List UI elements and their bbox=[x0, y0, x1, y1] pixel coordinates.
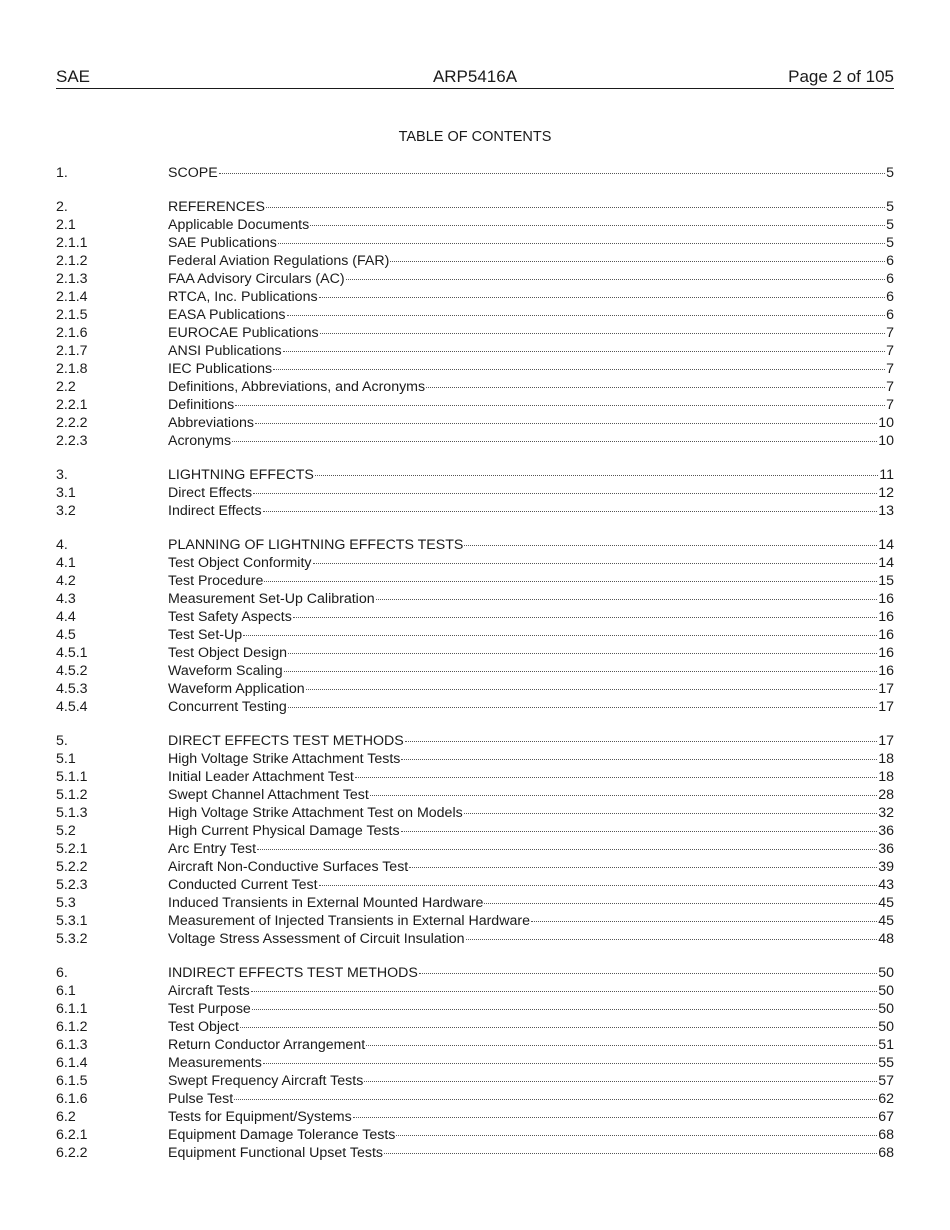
dot-leader bbox=[405, 740, 878, 742]
toc-entry-page: 39 bbox=[878, 859, 894, 875]
toc-entry-title: Pulse Test bbox=[168, 1091, 234, 1107]
header-page-number: Page 2 of 105 bbox=[788, 67, 894, 86]
toc-entry-page: 68 bbox=[878, 1127, 894, 1143]
toc-entry-title: Measurements bbox=[168, 1055, 262, 1071]
dot-leader bbox=[364, 1080, 877, 1082]
toc-entry[interactable] bbox=[56, 378, 894, 396]
toc-entry[interactable] bbox=[56, 270, 894, 288]
toc-entry-number: 4.5.2 bbox=[56, 663, 88, 679]
toc-entry[interactable] bbox=[56, 306, 894, 324]
table-of-contents bbox=[56, 164, 894, 1178]
toc-entry-number: 5.3 bbox=[56, 895, 76, 911]
toc-entry-page: 7 bbox=[886, 379, 894, 395]
dot-leader bbox=[219, 172, 885, 174]
dot-leader bbox=[426, 386, 885, 388]
toc-entry[interactable] bbox=[56, 466, 894, 484]
toc-entry-number: 2.1.4 bbox=[56, 289, 88, 305]
toc-entry-number: 6.1.5 bbox=[56, 1073, 88, 1089]
toc-entry-title: Federal Aviation Regulations (FAR) bbox=[168, 253, 390, 269]
toc-entry-title: Indirect Effects bbox=[168, 503, 262, 519]
toc-entry-page: 5 bbox=[886, 217, 894, 233]
toc-entry-title: SCOPE bbox=[168, 165, 218, 181]
toc-entry-page: 55 bbox=[878, 1055, 894, 1071]
toc-entry[interactable] bbox=[56, 572, 894, 590]
toc-entry[interactable] bbox=[56, 324, 894, 342]
toc-entry[interactable] bbox=[56, 786, 894, 804]
toc-entry[interactable] bbox=[56, 822, 894, 840]
toc-entry-title: Direct Effects bbox=[168, 485, 253, 501]
toc-entry[interactable] bbox=[56, 1072, 894, 1090]
dot-leader bbox=[257, 848, 877, 850]
toc-entry[interactable] bbox=[56, 536, 894, 554]
toc-entry-title: EASA Publications bbox=[168, 307, 286, 323]
toc-entry-page: 16 bbox=[878, 645, 894, 661]
toc-entry-title: ANSI Publications bbox=[168, 343, 282, 359]
toc-entry[interactable] bbox=[56, 732, 894, 750]
dot-leader bbox=[251, 990, 877, 992]
toc-entry-title: Measurement Set-Up Calibration bbox=[168, 591, 375, 607]
dot-leader bbox=[288, 706, 877, 708]
toc-entry-title: Aircraft Tests bbox=[168, 983, 250, 999]
toc-entry-title: Measurement of Injected Transients in External Hardware bbox=[168, 913, 530, 929]
toc-entry-title: PLANNING OF LIGHTNING EFFECTS TESTS bbox=[168, 537, 464, 553]
toc-entry-number: 2.1.8 bbox=[56, 361, 88, 377]
toc-entry-title: Induced Transients in External Mounted Hardware bbox=[168, 895, 484, 911]
header-org: SAE bbox=[56, 67, 91, 86]
toc-entry-title: INDIRECT EFFECTS TEST METHODS bbox=[168, 965, 418, 981]
toc-entry-page: 6 bbox=[886, 307, 894, 323]
toc-entry-number: 2.2 bbox=[56, 379, 76, 395]
toc-entry[interactable] bbox=[56, 804, 894, 822]
toc-entry-number: 5. bbox=[56, 733, 68, 749]
toc-entry-page: 62 bbox=[878, 1091, 894, 1107]
toc-entry-page: 45 bbox=[878, 895, 894, 911]
toc-entry[interactable] bbox=[56, 608, 894, 626]
toc-entry[interactable] bbox=[56, 396, 894, 414]
toc-entry-number: 6.2.1 bbox=[56, 1127, 88, 1143]
toc-entry[interactable] bbox=[56, 1144, 894, 1162]
toc-entry-number: 5.2 bbox=[56, 823, 76, 839]
toc-entry-number: 4.1 bbox=[56, 555, 76, 571]
toc-entry[interactable] bbox=[56, 252, 894, 270]
toc-entry-number: 3.2 bbox=[56, 503, 76, 519]
toc-entry-page: 67 bbox=[878, 1109, 894, 1125]
toc-entry-number: 2.2.2 bbox=[56, 415, 88, 431]
toc-entry-number: 2.1.5 bbox=[56, 307, 88, 323]
toc-entry-title: Swept Channel Attachment Test bbox=[168, 787, 369, 803]
toc-entry-number: 4.4 bbox=[56, 609, 76, 625]
toc-entry-page: 10 bbox=[878, 415, 894, 431]
toc-entry-page: 18 bbox=[878, 751, 894, 767]
toc-entry-page: 17 bbox=[878, 733, 894, 749]
toc-section-group bbox=[56, 164, 894, 182]
toc-entry-page: 7 bbox=[886, 361, 894, 377]
toc-entry-page: 6 bbox=[886, 271, 894, 287]
toc-entry-title: Definitions bbox=[168, 397, 235, 413]
dot-leader bbox=[266, 206, 885, 208]
toc-entry-number: 2.1.6 bbox=[56, 325, 88, 341]
toc-entry-page: 17 bbox=[878, 681, 894, 697]
toc-entry-number: 6.1 bbox=[56, 983, 76, 999]
dot-leader bbox=[464, 812, 878, 814]
toc-entry[interactable] bbox=[56, 768, 894, 786]
toc-entry-page: 50 bbox=[878, 1019, 894, 1035]
toc-entry[interactable] bbox=[56, 502, 894, 520]
toc-entry-title: Waveform Application bbox=[168, 681, 305, 697]
toc-entry-number: 6.1.4 bbox=[56, 1055, 88, 1071]
toc-entry-number: 6.2.2 bbox=[56, 1145, 88, 1161]
dot-leader bbox=[232, 440, 877, 442]
toc-entry-number: 4.2 bbox=[56, 573, 76, 589]
toc-entry-number: 4. bbox=[56, 537, 68, 553]
toc-entry[interactable] bbox=[56, 964, 894, 982]
toc-entry-page: 32 bbox=[878, 805, 894, 821]
toc-entry-title: Equipment Functional Upset Tests bbox=[168, 1145, 384, 1161]
toc-entry-page: 7 bbox=[886, 343, 894, 359]
toc-entry-title: High Voltage Strike Attachment Tests bbox=[168, 751, 401, 767]
dot-leader bbox=[255, 422, 877, 424]
dot-leader bbox=[263, 1062, 877, 1064]
toc-entry-page: 17 bbox=[878, 699, 894, 715]
toc-entry-page: 28 bbox=[878, 787, 894, 803]
toc-entry-title: Conducted Current Test bbox=[168, 877, 318, 893]
toc-entry-page: 50 bbox=[878, 983, 894, 999]
toc-entry-number: 6.2 bbox=[56, 1109, 76, 1125]
toc-entry[interactable] bbox=[56, 198, 894, 216]
toc-entry-number: 2.2.1 bbox=[56, 397, 88, 413]
dot-leader bbox=[319, 296, 886, 298]
dot-leader bbox=[366, 1044, 877, 1046]
toc-entry-number: 5.1.3 bbox=[56, 805, 88, 821]
toc-entry-number: 2.1 bbox=[56, 217, 76, 233]
dot-leader bbox=[284, 670, 878, 672]
toc-entry-title: Tests for Equipment/Systems bbox=[168, 1109, 352, 1125]
toc-entry-number: 6.1.3 bbox=[56, 1037, 88, 1053]
toc-entry-number: 5.2.1 bbox=[56, 841, 88, 857]
toc-entry[interactable] bbox=[56, 288, 894, 306]
toc-entry-title: Test Object Conformity bbox=[168, 555, 312, 571]
toc-entry[interactable] bbox=[56, 698, 894, 716]
toc-entry-number: 5.1.1 bbox=[56, 769, 88, 785]
toc-entry-number: 5.3.1 bbox=[56, 913, 88, 929]
toc-entry-title: High Voltage Strike Attachment Test on Models bbox=[168, 805, 463, 821]
toc-entry-page: 14 bbox=[878, 555, 894, 571]
dot-leader bbox=[376, 598, 878, 600]
toc-entry-title: Applicable Documents bbox=[168, 217, 310, 233]
toc-section-group bbox=[56, 732, 894, 948]
dot-leader bbox=[313, 562, 878, 564]
toc-entry[interactable] bbox=[56, 342, 894, 360]
dot-leader bbox=[346, 278, 886, 280]
toc-entry-number: 5.1 bbox=[56, 751, 76, 767]
toc-entry-title: Acronyms bbox=[168, 433, 232, 449]
toc-entry[interactable] bbox=[56, 554, 894, 572]
toc-entry[interactable] bbox=[56, 216, 894, 234]
dot-leader bbox=[283, 350, 886, 352]
toc-entry-page: 7 bbox=[886, 397, 894, 413]
toc-entry-number: 4.5.4 bbox=[56, 699, 88, 715]
toc-entry-page: 5 bbox=[886, 199, 894, 215]
toc-entry-title: Equipment Damage Tolerance Tests bbox=[168, 1127, 396, 1143]
toc-entry-page: 16 bbox=[878, 627, 894, 643]
toc-entry[interactable] bbox=[56, 1000, 894, 1018]
toc-entry[interactable] bbox=[56, 840, 894, 858]
toc-entry-page: 10 bbox=[878, 433, 894, 449]
toc-entry-page: 36 bbox=[878, 841, 894, 857]
toc-entry[interactable] bbox=[56, 1054, 894, 1072]
toc-entry[interactable] bbox=[56, 414, 894, 432]
toc-entry-number: 4.5.3 bbox=[56, 681, 88, 697]
toc-title: TABLE OF CONTENTS bbox=[398, 129, 552, 145]
toc-entry[interactable] bbox=[56, 1108, 894, 1126]
dot-leader bbox=[353, 1116, 878, 1118]
toc-entry-number: 5.3.2 bbox=[56, 931, 88, 947]
toc-entry-title: Test Object Design bbox=[168, 645, 288, 661]
toc-entry-number: 6.1.6 bbox=[56, 1091, 88, 1107]
toc-entry[interactable] bbox=[56, 432, 894, 450]
toc-entry-title: Arc Entry Test bbox=[168, 841, 257, 857]
toc-entry-title: SAE Publications bbox=[168, 235, 277, 251]
dot-leader bbox=[320, 332, 886, 334]
dot-leader bbox=[419, 972, 877, 974]
toc-entry-title: EUROCAE Publications bbox=[168, 325, 319, 341]
toc-entry-page: 6 bbox=[886, 253, 894, 269]
toc-entry-title: High Current Physical Damage Tests bbox=[168, 823, 400, 839]
toc-entry-title: Voltage Stress Assessment of Circuit Insulation bbox=[168, 931, 465, 947]
toc-entry[interactable] bbox=[56, 876, 894, 894]
dot-leader bbox=[384, 1152, 877, 1154]
toc-entry-number: 6.1.2 bbox=[56, 1019, 88, 1035]
toc-entry[interactable] bbox=[56, 1036, 894, 1054]
toc-entry-page: 11 bbox=[879, 467, 894, 483]
toc-entry[interactable] bbox=[56, 894, 894, 912]
toc-entry-title: DIRECT EFFECTS TEST METHODS bbox=[168, 733, 404, 749]
dot-leader bbox=[401, 758, 877, 760]
toc-entry-page: 43 bbox=[878, 877, 894, 893]
toc-entry-number: 2.1.3 bbox=[56, 271, 88, 287]
toc-entry[interactable] bbox=[56, 912, 894, 930]
dot-leader bbox=[409, 866, 877, 868]
toc-entry-number: 2. bbox=[56, 199, 68, 215]
toc-entry-title: IEC Publications bbox=[168, 361, 273, 377]
toc-entry-title: Test Procedure bbox=[168, 573, 264, 589]
dot-leader bbox=[264, 580, 877, 582]
toc-entry-title: FAA Advisory Circulars (AC) bbox=[168, 271, 345, 287]
dot-leader bbox=[234, 1098, 877, 1100]
dot-leader bbox=[263, 510, 878, 512]
dot-leader bbox=[287, 314, 886, 316]
toc-section-group bbox=[56, 198, 894, 450]
toc-section-group bbox=[56, 536, 894, 716]
toc-entry[interactable] bbox=[56, 858, 894, 876]
toc-entry-page: 16 bbox=[878, 591, 894, 607]
toc-entry-page: 57 bbox=[878, 1073, 894, 1089]
dot-leader bbox=[278, 242, 885, 244]
toc-entry-number: 4.3 bbox=[56, 591, 76, 607]
toc-entry-page: 68 bbox=[878, 1145, 894, 1161]
page-header bbox=[56, 66, 894, 89]
toc-entry-number: 4.5.1 bbox=[56, 645, 88, 661]
toc-entry-title: Aircraft Non-Conductive Surfaces Test bbox=[168, 859, 409, 875]
toc-entry-number: 1. bbox=[56, 165, 68, 181]
toc-entry-number: 6. bbox=[56, 965, 68, 981]
toc-entry-page: 36 bbox=[878, 823, 894, 839]
toc-entry[interactable] bbox=[56, 1126, 894, 1144]
toc-entry[interactable] bbox=[56, 626, 894, 644]
toc-entry-title: Abbreviations bbox=[168, 415, 254, 431]
dot-leader bbox=[531, 920, 877, 922]
toc-entry-number: 5.2.2 bbox=[56, 859, 88, 875]
toc-entry-title: Definitions, Abbreviations, and Acronyms bbox=[168, 379, 426, 395]
toc-entry[interactable] bbox=[56, 164, 894, 182]
dot-leader bbox=[466, 938, 878, 940]
toc-entry-title: Concurrent Testing bbox=[168, 699, 287, 715]
toc-entry[interactable] bbox=[56, 982, 894, 1000]
toc-entry[interactable] bbox=[56, 590, 894, 608]
toc-entry-page: 50 bbox=[878, 1001, 894, 1017]
dot-leader bbox=[390, 260, 885, 262]
toc-section-group bbox=[56, 466, 894, 520]
toc-entry[interactable] bbox=[56, 662, 894, 680]
toc-entry-number: 6.1.1 bbox=[56, 1001, 88, 1017]
toc-entry-title: Test Set-Up bbox=[168, 627, 243, 643]
toc-entry[interactable] bbox=[56, 1018, 894, 1036]
dot-leader bbox=[401, 830, 878, 832]
toc-entry-page: 18 bbox=[878, 769, 894, 785]
dot-leader bbox=[310, 224, 885, 226]
dot-leader bbox=[484, 902, 877, 904]
toc-entry-page: 45 bbox=[878, 913, 894, 929]
toc-section-group bbox=[56, 964, 894, 1162]
toc-entry-title: Test Safety Aspects bbox=[168, 609, 292, 625]
toc-entry-page: 14 bbox=[878, 537, 894, 553]
dot-leader bbox=[355, 776, 877, 778]
toc-entry-title: REFERENCES bbox=[168, 199, 265, 215]
toc-entry[interactable] bbox=[56, 360, 894, 378]
toc-entry-number: 3. bbox=[56, 467, 68, 483]
toc-entry-page: 5 bbox=[886, 235, 894, 251]
dot-leader bbox=[370, 794, 877, 796]
dot-leader bbox=[319, 884, 878, 886]
toc-entry[interactable] bbox=[56, 750, 894, 768]
dot-leader bbox=[253, 492, 877, 494]
toc-entry-page: 48 bbox=[878, 931, 894, 947]
dot-leader bbox=[464, 544, 877, 546]
dot-leader bbox=[315, 474, 878, 476]
toc-entry-page: 16 bbox=[878, 609, 894, 625]
toc-entry-number: 5.1.2 bbox=[56, 787, 88, 803]
toc-entry-number: 2.1.7 bbox=[56, 343, 88, 359]
toc-entry-page: 6 bbox=[886, 289, 894, 305]
toc-entry-page: 13 bbox=[878, 503, 894, 519]
toc-entry-number: 4.5 bbox=[56, 627, 76, 643]
toc-entry-number: 2.1.1 bbox=[56, 235, 88, 251]
toc-entry[interactable] bbox=[56, 680, 894, 698]
header-doc-id: ARP5416A bbox=[432, 67, 518, 86]
dot-leader bbox=[240, 1026, 877, 1028]
toc-entry-number: 3.1 bbox=[56, 485, 76, 501]
toc-entry-title: Test Object bbox=[168, 1019, 239, 1035]
toc-entry-title: RTCA, Inc. Publications bbox=[168, 289, 318, 305]
toc-entry-page: 7 bbox=[886, 325, 894, 341]
toc-entry-title: Waveform Scaling bbox=[168, 663, 283, 679]
dot-leader bbox=[396, 1134, 877, 1136]
toc-entry-page: 16 bbox=[878, 663, 894, 679]
toc-entry-title: Swept Frequency Aircraft Tests bbox=[168, 1073, 364, 1089]
toc-entry[interactable] bbox=[56, 1090, 894, 1108]
toc-entry[interactable] bbox=[56, 484, 894, 502]
toc-entry-title: Initial Leader Attachment Test bbox=[168, 769, 354, 785]
toc-entry-title: Return Conductor Arrangement bbox=[168, 1037, 366, 1053]
dot-leader bbox=[243, 634, 877, 636]
toc-entry-page: 5 bbox=[886, 165, 894, 181]
dot-leader bbox=[273, 368, 885, 370]
dot-leader bbox=[252, 1008, 877, 1010]
toc-entry[interactable] bbox=[56, 930, 894, 948]
toc-entry-page: 12 bbox=[878, 485, 894, 501]
toc-entry-page: 15 bbox=[878, 573, 894, 589]
toc-entry-page: 51 bbox=[878, 1037, 894, 1053]
toc-entry-title: Test Purpose bbox=[168, 1001, 251, 1017]
toc-entry[interactable] bbox=[56, 234, 894, 252]
toc-entry-title: LIGHTNING EFFECTS bbox=[168, 467, 314, 483]
dot-leader bbox=[288, 652, 877, 654]
toc-entry-number: 2.1.2 bbox=[56, 253, 88, 269]
dot-leader bbox=[235, 404, 885, 406]
dot-leader bbox=[306, 688, 878, 690]
toc-entry-number: 5.2.3 bbox=[56, 877, 88, 893]
dot-leader bbox=[293, 616, 877, 618]
toc-entry[interactable] bbox=[56, 644, 894, 662]
toc-entry-number: 2.2.3 bbox=[56, 433, 88, 449]
toc-entry-page: 50 bbox=[878, 965, 894, 981]
